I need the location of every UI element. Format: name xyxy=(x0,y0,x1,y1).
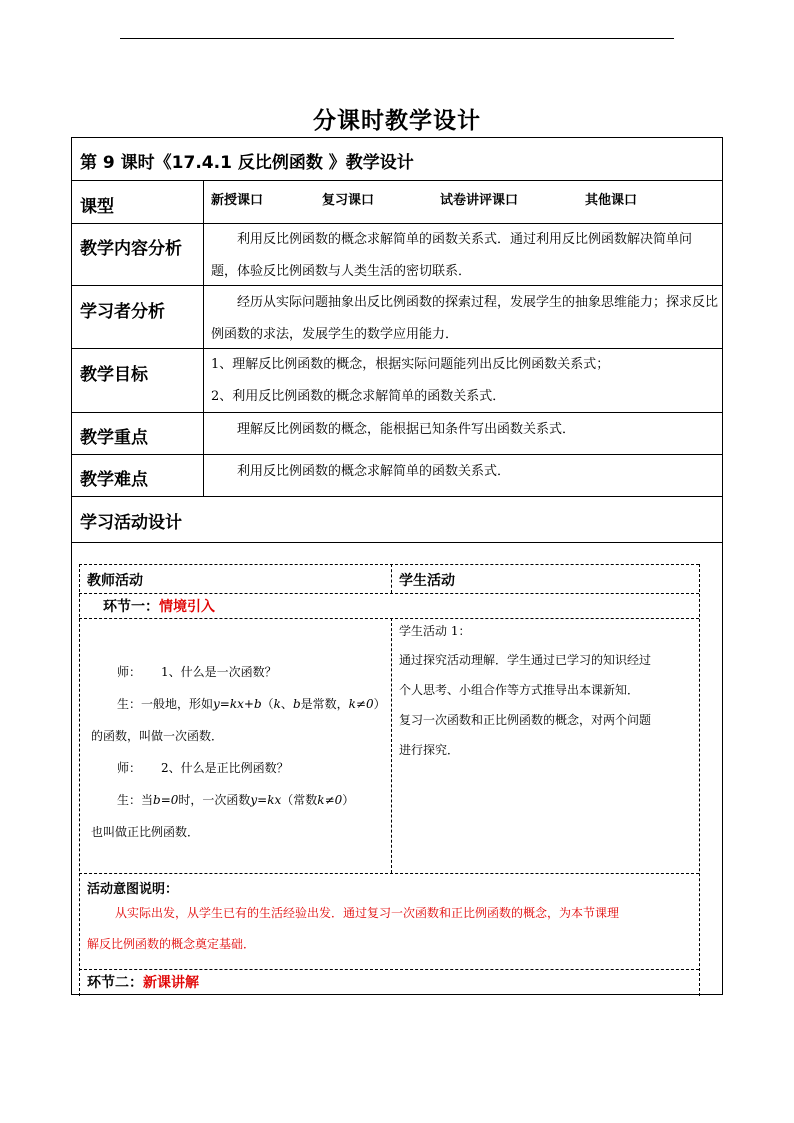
student-a2-line2: 也叫做正比例函数． xyxy=(91,825,200,839)
activity-table xyxy=(79,564,699,996)
student-a1-line1 xyxy=(117,688,389,720)
row-divider xyxy=(72,454,722,455)
dashed-divider xyxy=(391,564,392,593)
question-2: 2、什么是正比例函数？ xyxy=(161,761,289,775)
objectives-line-2: 2、利用反比例函数的概念求解简单的函数关系式． xyxy=(211,389,506,404)
dashed-divider xyxy=(391,618,392,873)
section-2-prefix: 环节二： xyxy=(87,975,143,991)
teacher-activity-header: 教师活动 xyxy=(87,573,143,589)
type-option-other[interactable]: 其他课口 xyxy=(585,193,638,208)
section-1-prefix: 环节一： xyxy=(103,599,159,615)
document-title: 分课时教学设计 xyxy=(313,107,481,134)
type-option-exam[interactable]: 试卷讲评课口 xyxy=(440,193,519,208)
header-rule xyxy=(120,38,674,39)
student-activity-line-4: 进行探究． xyxy=(399,743,460,757)
dashed-divider xyxy=(699,564,700,996)
section-2-heading xyxy=(87,972,199,992)
type-option-review[interactable]: 复习课口 xyxy=(322,193,375,208)
row-divider xyxy=(72,542,722,543)
var-b: b xyxy=(292,697,301,711)
student-activity-line-1: 通过探究活动理解．学生通过已学习的知识经过 xyxy=(399,653,652,667)
student-a1-line2: 的函数，叫做一次函数． xyxy=(91,729,224,743)
speaker-teacher: 师： xyxy=(117,761,142,775)
type-option-new[interactable]: 新授课口 xyxy=(211,193,264,208)
objectives-label: 教学目标 xyxy=(80,365,148,385)
condition-b: b=0 xyxy=(153,793,179,807)
column-divider xyxy=(203,180,204,496)
learner-analysis-label: 学习者分析 xyxy=(80,302,165,322)
student-activity-line-2: 个人思考、小组合作等方式推导出本课新知． xyxy=(399,683,640,697)
speaker-teacher: 师： xyxy=(117,665,142,679)
dashed-divider xyxy=(79,618,699,619)
key-points-label: 教学重点 xyxy=(80,428,148,448)
answer-text: （常数 xyxy=(281,793,318,807)
lesson-title: 第 9 课时《17.4.1 反比例函数 》教学设计 xyxy=(80,153,414,173)
difficulties-text: 利用反比例函数的概念求解简单的函数关系式． xyxy=(237,464,511,479)
type-label: 课型 xyxy=(80,197,114,217)
row-divider xyxy=(72,496,722,497)
answer-text: 生：当 xyxy=(117,793,154,807)
activity-intent-label: 活动意图说明： xyxy=(87,882,179,897)
formula-proportional: y=kx xyxy=(250,793,282,807)
answer-text: ） xyxy=(342,793,355,807)
student-activity-line-3: 复习一次函数和正比例函数的概念，对两个问题 xyxy=(399,713,652,727)
condition-k: k≠0 xyxy=(348,697,374,711)
learner-analysis-text: 经历从实际问题抽象出反比例函数的探索过程，发展学生的抽象思维能力；探求反比例函数的求法，发展学生的数学应用能力． xyxy=(211,295,719,342)
dashed-divider xyxy=(79,873,699,874)
activity-intent-line-2: 解反比例函数的概念奠定基础． xyxy=(87,937,256,951)
answer-text: 生：一般地，形如 xyxy=(117,697,214,711)
difficulties-label: 教学难点 xyxy=(80,470,148,490)
row-divider xyxy=(72,180,722,181)
activity-design-label: 学习活动设计 xyxy=(80,513,182,533)
section-2-name: 新课讲解 xyxy=(143,975,199,991)
student-activity-title: 学生活动 1： xyxy=(399,624,471,638)
lesson-plan-table xyxy=(71,137,723,995)
answer-text: （ xyxy=(261,697,274,711)
student-activity-header: 学生活动 xyxy=(399,573,455,589)
objectives-line-1: 1、理解反比例函数的概念，根据实际问题能列出反比例函数关系式； xyxy=(211,357,610,372)
dashed-divider xyxy=(79,969,699,970)
answer-text: 、 xyxy=(280,697,293,711)
answer-text: 是常数， xyxy=(300,697,349,711)
var-k: k xyxy=(273,697,281,711)
condition-k: k≠0 xyxy=(317,793,343,807)
teacher-q1 xyxy=(117,656,387,688)
question-1: 1、什么是一次函数？ xyxy=(161,665,277,679)
student-a2-line1 xyxy=(117,784,389,816)
answer-text: ） xyxy=(373,697,386,711)
teacher-q2 xyxy=(117,752,387,784)
activity-intent-line-1: 从实际出发，从学生已有的生活经验出发．通过复习一次函数和正比例函数的概念，为本节课理 xyxy=(115,906,620,920)
key-points-text: 理解反比例函数的概念，能根据已知条件写出函数关系式． xyxy=(237,422,576,437)
content-analysis-text: 利用反比例函数的概念求解简单的函数关系式．通过利用反比例函数解决简单问题，体验反比例函数与人类生活的密切联系． xyxy=(211,232,693,279)
formula-linear: y=kx+b xyxy=(213,697,262,711)
answer-text: 时，一次函数 xyxy=(178,793,251,807)
dashed-divider xyxy=(79,564,80,996)
section-1-name: 情境引入 xyxy=(159,599,215,615)
content-analysis-label: 教学内容分析 xyxy=(80,239,182,259)
dashed-divider xyxy=(79,564,699,565)
section-1-heading xyxy=(103,596,215,616)
dashed-divider xyxy=(79,593,699,594)
